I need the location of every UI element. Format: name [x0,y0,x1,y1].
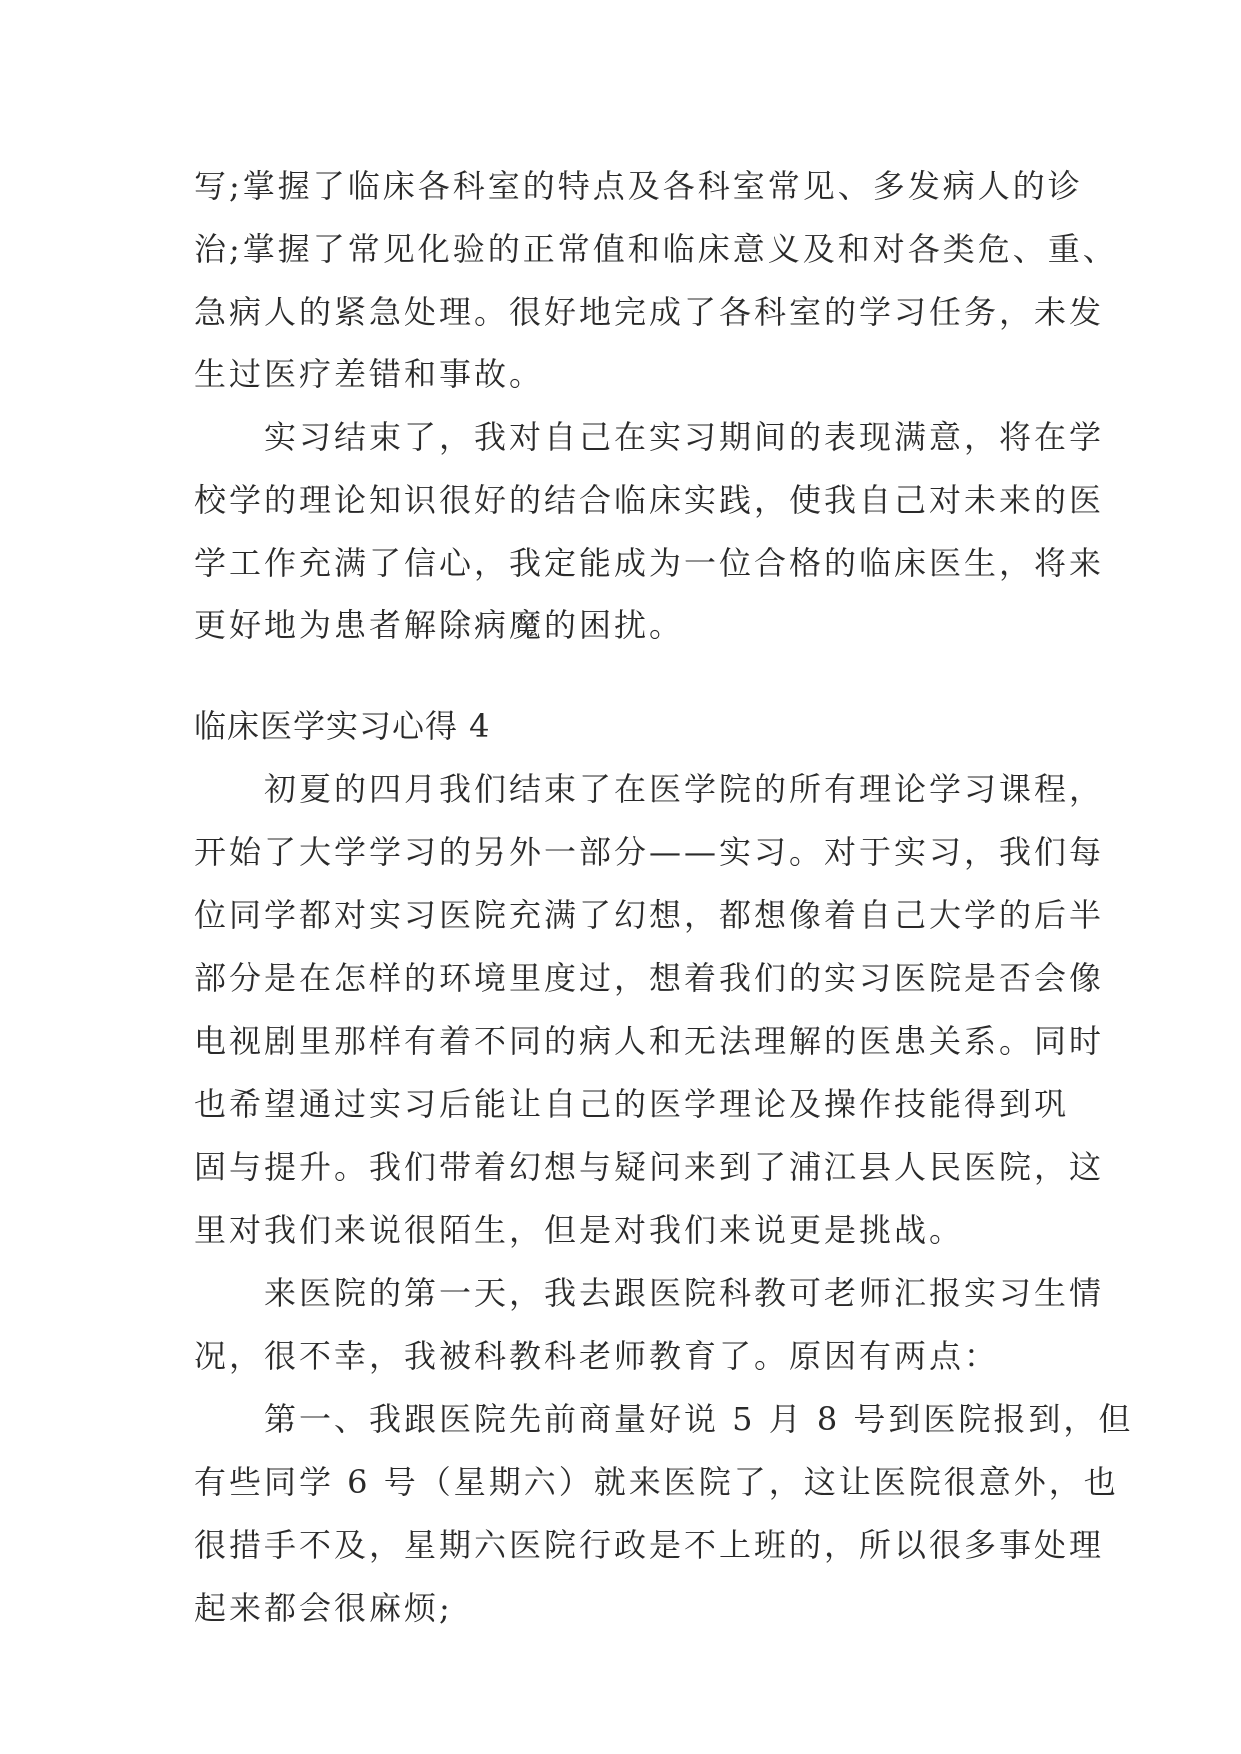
text-line: 更好地为患者解除病魔的困扰。 [194,606,685,644]
text-line: 治;掌握了常见化验的正常值和临床意义及和对各类危、重、 [194,230,1118,268]
text-line: 实习结束了，我对自己在实习期间的表现满意，将在学 [194,418,1105,456]
text-line: 里对我们来说很陌生，但是对我们来说更是挑战。 [194,1211,965,1249]
text-line: 固与提升。我们带着幻想与疑问来到了浦江县人民医院，这 [194,1148,1105,1186]
text-line: 校学的理论知识很好的结合临床实践，使我自己对未来的医 [194,481,1105,519]
text-line: 学工作充满了信心，我定能成为一位合格的临床医生，将来 [194,544,1105,582]
text-line: 开始了大学学习的另外一部分——实习。对于实习，我们每 [194,833,1105,871]
text-line: 有些同学 6 号（星期六）就来医院了，这让医院很意外，也 [194,1463,1119,1501]
text-line: 也希望通过实习后能让自己的医学理论及操作技能得到巩 [194,1085,1070,1123]
text-line: 写;掌握了临床各科室的特点及各科室常见、多发病人的诊 [194,167,1083,205]
text-line: 电视剧里那样有着不同的病人和无法理解的医患关系。同时 [194,1022,1105,1060]
text-line: 起来都会很麻烦; [194,1589,453,1627]
text-line: 很措手不及，星期六医院行政是不上班的，所以很多事处理 [194,1526,1105,1564]
text-line: 初夏的四月我们结束了在医学院的所有理论学习课程， [194,770,1105,808]
section-title: 临床医学实习心得 4 [194,707,491,745]
text-line: 来医院的第一天，我去跟医院科教可老师汇报实习生情 [194,1274,1105,1312]
text-line: 位同学都对实习医院充满了幻想，都想像着自己大学的后半 [194,896,1105,934]
text-line: 急病人的紧急处理。很好地完成了各科室的学习任务，未发 [194,293,1105,331]
text-line: 况，很不幸，我被科教科老师教育了。原因有两点： [194,1337,1000,1375]
text-line: 第一、我跟医院先前商量好说 5 月 8 号到医院报到，但 [194,1400,1134,1438]
text-line: 生过医疗差错和事故。 [194,355,545,393]
text-line: 部分是在怎样的环境里度过，想着我们的实习医院是否会像 [194,959,1105,997]
